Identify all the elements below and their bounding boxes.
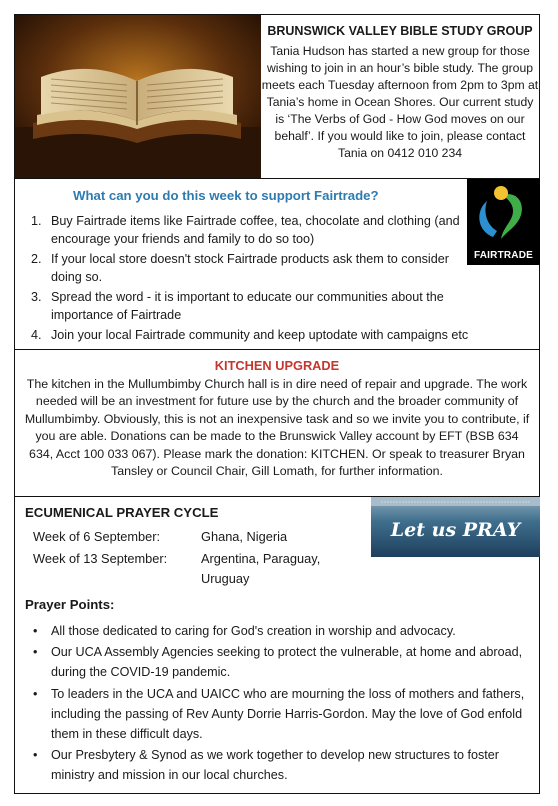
list-item [31,250,469,286]
fairtrade-mark-icon [467,179,540,249]
list-item [31,288,469,324]
let-us-pray-banner [371,497,540,557]
kitchen-heading: KITCHEN UPGRADE [214,358,340,373]
prayer-countries: Argentina, Paraguay, Uruguay [201,551,321,586]
list-item-text: If your local store doesn't stock Fairtrade products ask them to consider doing so. [51,252,449,284]
list-number: 2. [31,252,42,266]
prayer-week-row [33,549,363,589]
list-item-text: Our UCA Assembly Agencies seeking to protect the vulnerable, at home and abroad, during the COVID-19 pandemic. [51,645,523,680]
let-us-pray-text: Let us PRAY [390,519,521,541]
list-item [29,621,529,641]
prayer-countries: Ghana, Nigeria [201,529,288,544]
list-item [29,745,529,785]
fairtrade-logo [467,179,540,265]
prayer-week-row [33,527,363,547]
list-item-text: All those dedicated to caring for God's creation in worship and advocacy. [51,624,456,638]
prayer-points-list [29,621,529,787]
list-number: 3. [31,290,42,304]
bullet: • [33,624,38,638]
bible-study-text [261,23,539,162]
prayer-cycle-heading: ECUMENICAL PRAYER CYCLE [25,505,219,520]
prayer-points-heading: Prayer Points: [25,597,115,612]
fairtrade-heading: What can you do this week to support Fairtrade? [73,188,379,203]
list-number: 4. [31,328,42,342]
list-item [29,642,529,682]
list-item-text: Buy Fairtrade items like Fairtrade coffee, tea, chocolate and clothing (and encourage your friends and family to do so too) [51,214,460,246]
prayer-week: Week of 13 September: [33,551,168,566]
bullet: • [33,686,38,701]
prayer-cycle-section [14,496,540,794]
bible-study-section [14,14,540,179]
open-bible-image [15,15,261,178]
bullet: • [33,748,38,763]
list-item-text: To leaders in the UCA and UAICC who are mourning the loss of mothers and fathers, including the passing of Rev Aunty Dorrie Harris-Gordon. May the love of God enfold them in these difficult days. [51,686,525,742]
fairtrade-section [14,178,540,350]
list-item [29,684,529,745]
fairtrade-list [31,212,469,346]
list-item [31,326,469,344]
bible-study-heading: BRUNSWICK VALLEY BIBLE STUDY GROUP [267,24,533,38]
list-item-text: Our Presbytery & Synod as we work together to develop new structures to foster ministry and mission in our local churches. [51,748,499,783]
bible-study-body: Tania Hudson has started a new group for those wishing to join in an hour’s bible study. The group meets each Tuesday afternoon from 2pm to 3pm at Tania’s home in Ocean Shores. Our current study is ‘The Verbs of God - How God moves on our behalf’. If you would like to join, please contact Tania on 0412 010 234 [261,44,539,160]
fairtrade-logo-text: FAIRTRADE [473,250,534,261]
list-item [31,212,469,248]
list-item-text: Spread the word - it is important to educate our communities about the importance of Fairtrade [51,290,444,322]
bullet: • [33,645,38,660]
list-number: 1. [31,214,42,228]
prayer-week: Week of 6 September: [33,529,161,544]
list-item-text: Join your local Fairtrade community and keep uptodate with campaigns etc [51,328,469,342]
kitchen-upgrade-section [14,349,540,497]
kitchen-body: The kitchen in the Mullumbimby Church hall is in dire need of repair and upgrade. The work needed will be an investment for future use by the church and the broader community of Mullumbimby. Obviously, this is not an inexpensive task and so we invite you to contribute, if you are able. Donations can be made to the Brunswick Valley account by EFT (BSB 634 634, Acct 100 033 067). Please mark the donation: KITCHEN. Or speak to treasurer Bryan Tansley or Council Chair, Gill Lomath, for further information. [24,377,530,479]
